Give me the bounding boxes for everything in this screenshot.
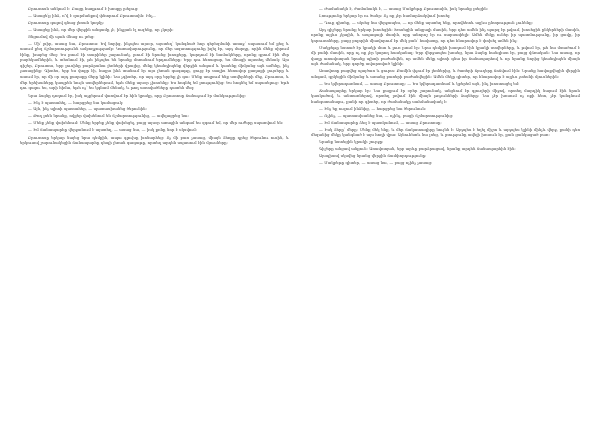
paragraph: — Ես կվերադառնամ, — ասաց Բրուտոսը։ — Ես կվերադառնամ և կբերեմ այն, ինչ խոստացել եմ։ [319, 80, 520, 86]
paragraph: Բրուտոսն անկում է: Բացը հաղթում է խոսքը լսելուց։ [28, 6, 139, 11]
paragraph: Բրուտոսը երկար նայեց նրա դեմքին, ապա գլուխը խոնարհեց։ Ոչ մի բառ չասաց, միայն ձեռքը դրեց ծերունու ուսին, և երկուսով շարունակեցին ճանապարհը դեպի լեռան գագաթը, որտեղ արդեն սպասում էին մյուսները։ [20, 134, 289, 146]
paragraph: Այդ գիշերը նրանք երկար խոսեցին։ Խոսեցին անցյալի մասին, երբ դեռ ամեն ինչ պարզ էր թվում, խոսեցին ընկերների մասին, որոնք այլևս չկային, և ապագայի մասին, որը անորոշ էր ու սարսափելի։ Ամեն մեկը ուներ իր պատմությունը, իր ցավը, իր կորուստները, բայց բոլորին միավորում էր մեկ բան՝ հավատը, որ դեռ հնարավոր է փոխել ամեն ինչ։ [311, 26, 580, 43]
paragraph: Այսպիսով սկսվեց նրանց վերջին ճամփորդությունը։ [319, 153, 427, 159]
paragraph: Ճանապարհը երկար էր։ Նա քայլում էր օրեր շարունակ, անցնում էր գյուղերի միջով, որտեղ մարդիկ նայում էին նրան կասկածով, և անտառներով, որտեղ լսվում էին միայն թռչունների ձայները։ Նա չէր խոսում ոչ ոքի հետ, չէր կանգնում հանգստանալու, քանի որ գիտեր, որ ժամանակը սահմանափակ է։ [311, 87, 580, 104]
paragraph: — Դուք գիտեք, — սկսեց նա վերջապես, — որ մենք այստեղ ենք, որովհետև այլևս ընտրություն չունենք։ [319, 19, 533, 25]
paragraph: — Մենք չենք վախենում։ Մենք երբեք չենք վախեցել, բայց այսօր առաջին անգամ ես զգում եմ, որ մեր ուժերը սպառվում են։ [28, 120, 284, 126]
paragraph: Գիշերը անցավ անքուն։ Առավոտյան, երբ արևը բարձրացավ, նրանք արդեն ճանապարհին էին։ [319, 146, 516, 152]
paragraph: — Իսկ ձերը՝ մերը։ Մենք մեկ ենք, և մեր ճակատագիրը նույնն է։ Այդպես է եղել միշտ և այդպես կլինի մինչև վերջ, քանի դեռ մեզանից մեկը կանգնած է այս հողի վրա։ Այնուհետև նա լռեց, և լռությունը ավելի խոսուն էր, քան ցանկացած բառ։ [311, 126, 580, 138]
paragraph: — Մի՛ լսիր, ասաց նա, Բրուտոս։ Եվ նորից, ինչպես այսօր, այստեղ՝ կանգնած հոր գերեզմանի առաջ՝ սպասում եմ քեզ և ասում քեզ ճշմարտությունն ամբողջությամբ։ Կառավարությունը, որ մեր ազատությունը խլել էր, այդ մարդը, որին մենք սիրում էինք, խաբեց մեզ։ Ես լռում էի տարիներ շարունակ, լսում էի նրանց խոսքերը, կարդում էի նամակները, որոնք գրում էին մեր բարեկամներին, և տեսնում էի, թե ինչպես են նրանք մոռանում երդումները։ Երբ դու հեռացար, ես մնացի այստեղ մենակ։ Այս գիշեր, Բրուտոս, երբ լուսինը բարձրանա լեռների վրայից, մենք կհանդիպենք վերջին անգամ և կասենք միմյանց այն ամենը, ինչ չասացինք։ Գիտես, երբ ես փոքր էի, հայրս ինձ տանում էր այս լեռան գագաթը, ցույց էր տալիս հեռավոր քաղաքի լույսերը և ասում էր, որ մի օր այդ քաղաքը մերը կլինի։ Նա չգիտեր, որ այդ օրը երբեք չի գա։ Մենք ապրում ենք ստվերների մեջ, Բրուտոս, և մեր երեխաները կապրեն նույն ստվերներում, եթե մենք այսօր չխոսենք։ Ես հոգնել եմ լռությունից։ Ես հոգնել եմ սպասելուց։ Եթե դու գալու ես, արի հիմա, եթե ոչ՝ ես կգնամ մենակ, և թող աստվածները դատեն մեզ։ [20, 40, 289, 91]
paragraph: — Այն, ինչ պիտի պատահեր, — պատասխանեց ծերունին։ [28, 106, 147, 112]
paragraph: Նրանք նստեցին կրակի շուրջը։ [319, 139, 384, 145]
paragraph: Նրա ձայնը դողում էր, իսկ աչքերում վառվում էր հին կրակը, որը Բրուտոսը ճանաչում էր մանկությունից։ [28, 92, 246, 98]
paragraph: — Ժամանակն է, ժամանակն է, — ասաց Մակբեթը Բրուտոսին, իսկ նրանք լռեցին։ [319, 6, 489, 11]
paragraph: — Իմ ճանապարհը ձեզ է պատկանում, — ասաց Բրուտոսը։ [319, 119, 442, 125]
paragraph: Մակբեթը նստած էր կրակի մոտ և լուռ լսում էր։ Նրա դեմքին խաղում էին կրակի ստվերները, և թվում էր, թե նա մտածում է մի բանի մասին, որը ոչ ոք չէր կարող հասկանալ։ Երբ վերջապես խոսեց, նրա ձայնը հանգիստ էր, բայց վճռական։ Նա ասաց, որ վաղը առավոտյան նրանք պիտի բաժանվեն, որ ամեն մեկը պիտի գնա իր ճանապարհով և որ նրանք նորից կհանդիպեն միայն այն ժամանակ, երբ գործը ավարտված կլինի։ [311, 44, 580, 67]
paragraph: — Մակբեթը գիտեր, — ասաց նա, — բայց ոչինչ չասաց։ [319, 159, 433, 165]
paragraph: — Ոչինչ, — պատասխանեց նա, — ոչինչ, բացի ճշմարտությունից։ [319, 112, 454, 118]
paragraph: — Իմ ճանապարհը վերջանում է այստեղ, — ասաց նա, — իսկ քոնը նոր է սկսվում։ [28, 127, 198, 133]
paragraph: Ցնցումով մի պահ մնաց ու լռեց։ [28, 33, 95, 39]
paragraph: Առավոտը բացվեց պայծառ և ցուրտ։ Քամին փչում էր լեռներից, և ծառերի ճյուղերը ճոճվում էին։ Նրանք հավաքվեցին վերջին անգամ, գրկեցին միմյանց և առանց բառերի բաժանվեցին։ Ամեն մեկը գիտեր, որ հնարավոր է այլևս չտեսնի մյուսներին։ [311, 68, 580, 79]
paragraph: Լռությունը երկար էր ու ծանր։ Ոչ ոք չէր համարձակվում խոսել։ [319, 12, 451, 18]
right-column [311, 6, 580, 418]
left-column [20, 6, 289, 418]
paragraph: — Ինչ է պատահել, — հարցրեց նա կամացուկ։ [28, 99, 124, 105]
paragraph: — Թող լռեն նրանք, ովքեր վախենում են ճշմարտությունից, — ավելացրեց նա։ [28, 113, 189, 119]
paragraph: — Ասացեք ինձ, որ մեր վերջին անգամը չէ, ինչքան էլ ուզենք, որ չկորի։ [28, 26, 174, 32]
paragraph: — Ինչ եք ուզում ինձնից, — հարցրեց նա ծերունուն։ [319, 105, 427, 111]
paragraph: — Ասացե՛ք ինձ, ո՞վ է զարմանքով փնտրում Բրուտոսին։ Ինչ... [28, 12, 157, 18]
paragraph: Բրուտոսը գալով գնաց լեռան կողմը։ [28, 19, 105, 25]
